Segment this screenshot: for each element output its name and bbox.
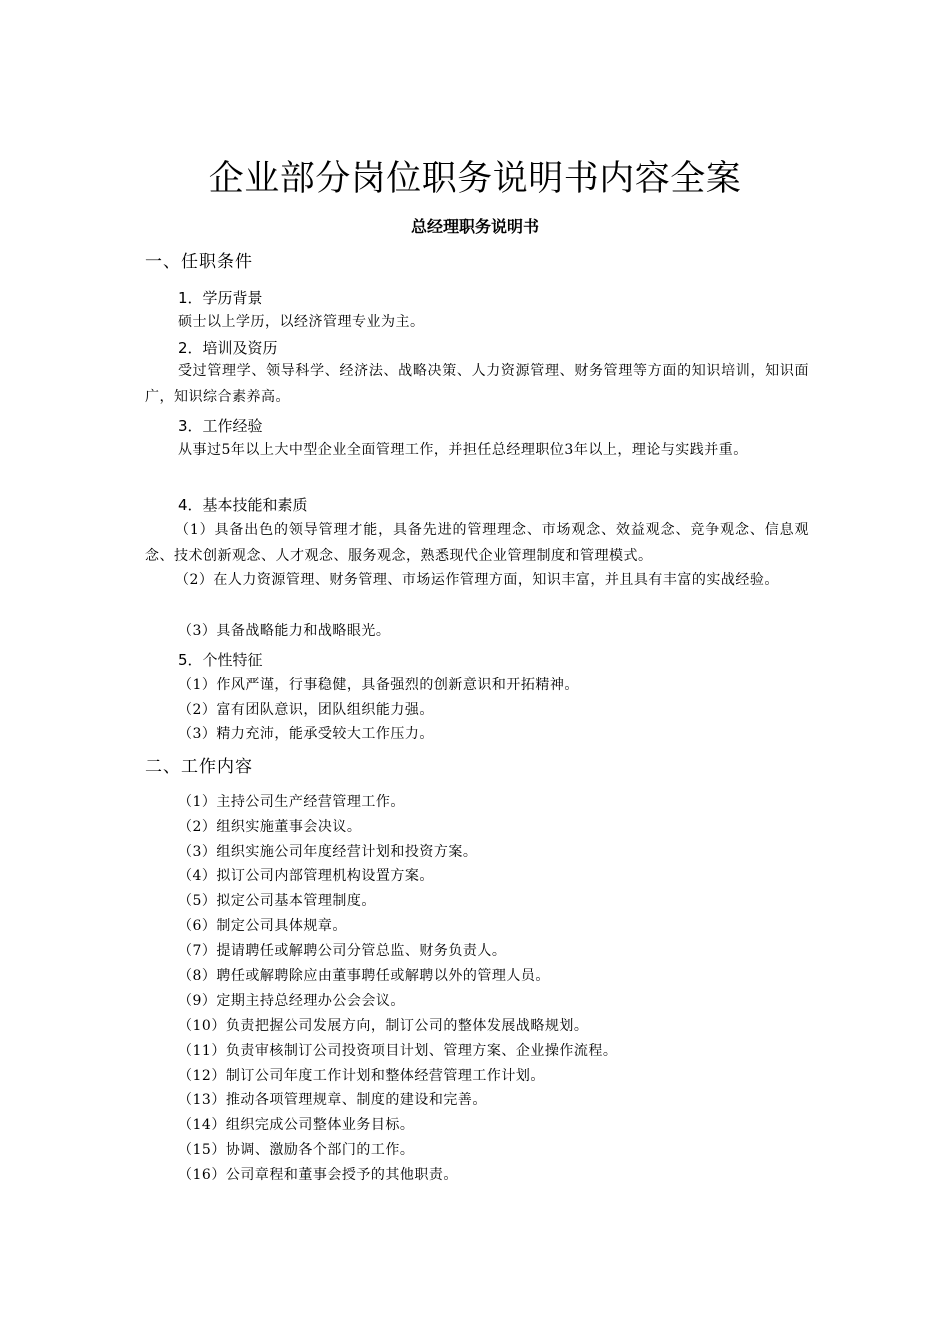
document-subtitle: 总经理职务说明书 <box>410 217 539 236</box>
list-item-duty-11: （11）负责审核制订公司投资项目计划、管理方案、企业操作流程。 <box>178 1043 618 1059</box>
list-item-duty-16: （16）公司章程和董事会授予的其他职责。 <box>178 1167 458 1183</box>
list-item-duty-1: （1）主持公司生产经营管理工作。 <box>178 794 405 810</box>
list-item-duty-3: （3）组织实施公司年度经营计划和投资方案。 <box>178 844 478 860</box>
paragraph-skill-1: （1）具备出色的领导管理才能，具备先进的管理理念、市场观念、效益观念、竞争观念、信息观念、技术创新观念、人才观念、服务观念，熟悉现代企业管理制度和管理模式。 <box>145 522 809 564</box>
list-item-duty-7: （7）提请聘任或解聘公司分管总监、财务负责人。 <box>178 943 507 959</box>
section-heading-qualifications: 一、任职条件 <box>145 252 253 272</box>
list-item-duty-10: （10）负责把握公司发展方向，制订公司的整体发展战略规划。 <box>178 1018 589 1034</box>
paragraph-training: 受过管理学、领导科学、经济法、战略决策、人力资源管理、财务管理等方面的知识培训，知识面广，知识综合素养高。 <box>145 363 809 405</box>
line-personality-1: （1）作风严谨，行事稳健，具备强烈的创新意识和开拓精神。 <box>178 677 579 693</box>
paragraph-education: 硕士以上学历，以经济管理专业为主。 <box>178 314 425 330</box>
line-personality-2: （2）富有团队意识，团队组织能力强。 <box>178 702 434 718</box>
paragraph-experience: 从事过5年以上大中型企业全面管理工作，并担任总经理职位3年以上，理论与实践并重。 <box>178 442 748 458</box>
list-item-duty-4: （4）拟订公司内部管理机构设置方案。 <box>178 868 434 884</box>
subheading-experience: 3．工作经验 <box>178 417 263 435</box>
subheading-personality: 5．个性特征 <box>178 651 263 669</box>
list-item-duty-12: （12）制订公司年度工作计划和整体经营管理工作计划。 <box>178 1068 545 1084</box>
subheading-training: 2．培训及资历 <box>178 339 278 357</box>
subheading-education: 1．学历背景 <box>178 289 263 307</box>
line-personality-3: （3）精力充沛，能承受较大工作压力。 <box>178 726 434 742</box>
list-item-duty-8: （8）聘任或解聘除应由董事聘任或解聘以外的管理人员。 <box>178 968 550 984</box>
paragraph-skill-2: （2）在人力资源管理、财务管理、市场运作管理方面，知识丰富，并且具有丰富的实战经验。 <box>175 572 779 588</box>
list-item-duty-13: （13）推动各项管理规章、制度的建设和完善。 <box>178 1092 487 1108</box>
document-title: 企业部分岗位职务说明书内容全案 <box>208 159 742 199</box>
subheading-skills: 4．基本技能和素质 <box>178 496 308 514</box>
section-heading-duties: 二、工作内容 <box>145 757 253 777</box>
list-item-duty-6: （6）制定公司具体规章。 <box>178 918 347 934</box>
list-item-duty-15: （15）协调、激励各个部门的工作。 <box>178 1142 415 1158</box>
list-item-duty-9: （9）定期主持总经理办公会会议。 <box>178 993 405 1009</box>
line-skill-3: （3）具备战略能力和战略眼光。 <box>178 623 391 639</box>
list-item-duty-2: （2）组织实施董事会决议。 <box>178 819 362 835</box>
list-item-duty-5: （5）拟定公司基本管理制度。 <box>178 893 376 909</box>
list-item-duty-14: （14）组织完成公司整体业务目标。 <box>178 1117 415 1133</box>
